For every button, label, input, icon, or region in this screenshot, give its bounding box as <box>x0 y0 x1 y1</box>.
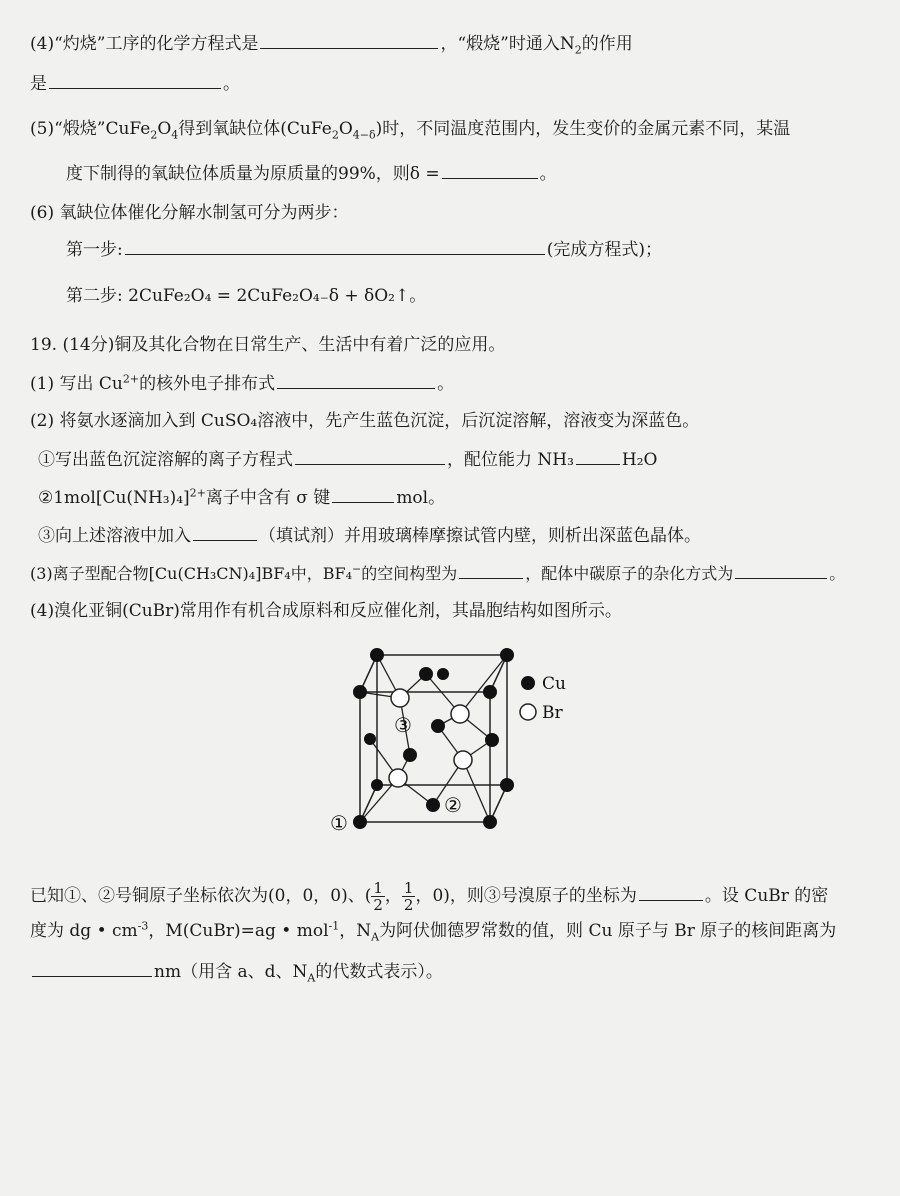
cu-atom <box>353 685 367 699</box>
last-sub: A <box>307 971 316 985</box>
q19-p2-3-b: （填试剂）并用玻璃棒摩擦试管内壁，则析出深蓝色晶体。 <box>259 526 701 546</box>
density-d: 为阿伏伽德罗常数的值，则 Cu 原子与 Br 原子的核间距离为 <box>379 921 837 941</box>
q19-p2-1-c: H₂O <box>621 450 658 470</box>
q18-p4-answer-blank-1[interactable] <box>260 32 438 49</box>
q19-p3-sup: − <box>352 562 362 576</box>
cu-atom <box>371 779 383 791</box>
label-1: ① <box>330 811 348 835</box>
cu-atom <box>500 648 514 662</box>
legend-br-label: Br <box>542 703 563 723</box>
known-text-b: ，则③号溴原子的坐标为 <box>449 886 637 906</box>
q19-p1-sup: 2+ <box>122 372 140 386</box>
q18-part4-line2 <box>30 72 240 95</box>
step1-hint: (完成方程式)； <box>546 240 662 260</box>
legend-cu-marker <box>521 676 535 690</box>
q18-p4-text-b: ，“煅烧”时通入N <box>440 34 575 54</box>
cu-atom <box>431 719 445 733</box>
q18-p5-sub4: 4−δ <box>352 128 376 142</box>
cu-atom <box>370 648 384 662</box>
cu-atom <box>364 733 376 745</box>
cu-atom <box>485 733 499 747</box>
q19-p2-2-sup: 2+ <box>189 486 206 500</box>
q19-p1-answer-blank[interactable] <box>277 372 435 389</box>
density-sup2: -1 <box>328 919 340 933</box>
density-c: ，N <box>339 921 372 941</box>
frac-y <box>402 880 416 913</box>
q19-p2-2-c: mol。 <box>396 488 446 508</box>
q18-p5-d: O <box>338 119 353 139</box>
q19-title: 19. (14分)铜及其化合物在日常生产、生活中有着广泛的应用。 <box>30 335 506 355</box>
q18-p4-end: 。 <box>223 74 240 94</box>
frac-x <box>371 880 385 913</box>
q19-p3-blank-2[interactable] <box>735 562 827 579</box>
q19-p4-distance-blank[interactable] <box>32 960 152 977</box>
q18-p5-e: )时，不同温度范围内，发生变价的金属元素不同，某温 <box>375 119 791 139</box>
br-atom <box>389 769 407 787</box>
cu-atom <box>437 668 449 680</box>
frac-y-num: 1 <box>403 879 414 897</box>
q18-p5-sub3: 2 <box>331 128 339 142</box>
q18-p5-line2-text: 度下制得的氧缺位体质量为原质量的99%，则δ = <box>66 164 440 184</box>
legend-cu-label: Cu <box>542 674 566 694</box>
q19-part4: (4)溴化亚铜(CuBr)常用作有机合成原料和反应催化剂，其晶胞结构如图所示。 <box>30 601 622 621</box>
q19-p2-1-blank-1[interactable] <box>295 448 445 465</box>
last-a: nm（用含 a、d、N <box>154 962 308 982</box>
step1-label: 第一步: <box>66 240 123 260</box>
q18-part5-line2 <box>66 162 557 185</box>
q18-p5-answer-blank[interactable] <box>442 162 538 179</box>
q18-part6-title: (6) 氧缺位体催化分解水制氢可分为两步： <box>30 203 349 223</box>
q19-part2-sub3 <box>38 524 701 547</box>
label-2: ② <box>444 793 462 817</box>
br-atom-3 <box>391 689 409 707</box>
density-sub: A <box>371 930 380 944</box>
known-text-c: 。设 CuBr 的密 <box>704 886 829 906</box>
q19-p2-3-a: ③向上述溶液中加入 <box>38 526 191 546</box>
q19-p3-end: 。 <box>829 564 846 583</box>
q18-p5-sub2: 4 <box>171 128 179 142</box>
coord-zero: 0) <box>432 886 450 906</box>
cu-atom <box>403 748 417 762</box>
q19-p2-1-a: ①写出蓝色沉淀溶解的离子方程式 <box>38 450 293 470</box>
q18-p4-text-c: 的作用 <box>581 34 633 54</box>
q19-p1-end: 。 <box>437 374 455 394</box>
q19-part2: (2) 将氨水逐滴加入到 CuSO₄溶液中，先产生蓝色沉淀，后沉淀溶解，溶液变为深蓝色。 <box>30 411 700 431</box>
q19-p3-c: ，配体中碳原子的杂化方式为 <box>525 564 734 583</box>
frac-y-den: 2 <box>403 896 414 914</box>
q18-p4-sub: 2 <box>574 43 582 57</box>
q18-p5-line2-end: 。 <box>539 164 557 184</box>
q19-part2-sub1 <box>38 448 658 471</box>
q19-density-line <box>30 920 836 942</box>
legend-br-marker <box>520 704 536 720</box>
q19-p2-3-blank[interactable] <box>193 524 257 541</box>
q19-p1-b: 的核外电子排布式 <box>139 374 276 394</box>
q19-p3-b: 的空间构型为 <box>361 564 458 583</box>
q19-part1 <box>30 372 454 395</box>
q18-step1 <box>66 238 662 261</box>
q19-p1-a: (1) 写出 Cu <box>30 374 123 394</box>
density-sup: -3 <box>137 919 149 933</box>
step1-answer-blank[interactable] <box>125 238 545 255</box>
label-3: ③ <box>394 713 412 737</box>
step2-equation: 2CuFe₂O₄ = 2CuFe₂O₄₋δ + δO₂↑。 <box>128 286 427 306</box>
q19-p3-blank-1[interactable] <box>459 562 523 579</box>
cu-atom <box>483 685 497 699</box>
br-atoms <box>389 689 472 787</box>
coord-open: ( <box>364 886 372 906</box>
q19-part2-sub2 <box>38 486 445 509</box>
q19-p2-2-a: ②1mol[Cu(NH₃)₄] <box>38 488 190 508</box>
br-atom <box>454 751 472 769</box>
cu-atom <box>419 667 433 681</box>
cu-atom-1 <box>353 815 367 829</box>
q18-p4-text-d: 是 <box>30 74 47 94</box>
q18-p5-sub1: 2 <box>150 128 158 142</box>
q18-p5-b: O <box>157 119 172 139</box>
q18-part5-line1 <box>30 118 790 140</box>
q18-step2 <box>66 285 426 307</box>
last-b: 的代数式表示）。 <box>315 962 443 982</box>
q18-p5-a: (5)“煅烧”CuFe <box>30 119 151 139</box>
cu-atom <box>483 815 497 829</box>
cu-atom-2 <box>426 798 440 812</box>
coord-sep-2: ， <box>415 886 433 906</box>
step2-label: 第二步: <box>66 286 123 306</box>
q19-p4-coord-blank[interactable] <box>639 884 703 901</box>
q18-part4-line1 <box>30 32 633 55</box>
frac-x-num: 1 <box>373 879 383 897</box>
coord-sep-1: ， <box>384 886 402 906</box>
q19-p2-2-blank[interactable] <box>332 486 394 503</box>
q19-p2-1-blank-2[interactable] <box>576 448 620 465</box>
q18-p4-text-a: (4)“灼烧”工序的化学方程式是 <box>30 34 259 54</box>
q19-p2-2-b: 离子中含有 σ 键 <box>205 488 331 508</box>
bonds <box>360 655 507 822</box>
q19-part3 <box>30 562 845 585</box>
q19-known-line <box>30 880 828 913</box>
density-a: 度为 dg • cm <box>30 921 138 941</box>
q19-last-line <box>30 960 443 983</box>
q19-p3-a: (3)离子型配合物[Cu(CH₃CN)₄]BF₄中，BF₄ <box>30 564 352 583</box>
br-atom <box>451 705 469 723</box>
density-b: ，M(CuBr)=ag • mol <box>148 921 329 941</box>
cu-atom <box>500 778 514 792</box>
frac-x-den: 2 <box>373 896 383 914</box>
q18-p4-answer-blank-2[interactable] <box>49 72 221 89</box>
known-text-a: 已知①、②号铜原子坐标依次为(0，0，0)、 <box>30 886 365 906</box>
q19-p2-1-b: ，配位能力 NH₃ <box>447 450 574 470</box>
cubr-unit-cell-diagram <box>320 640 580 840</box>
q18-p5-c: 得到氧缺位体(CuFe <box>178 119 332 139</box>
